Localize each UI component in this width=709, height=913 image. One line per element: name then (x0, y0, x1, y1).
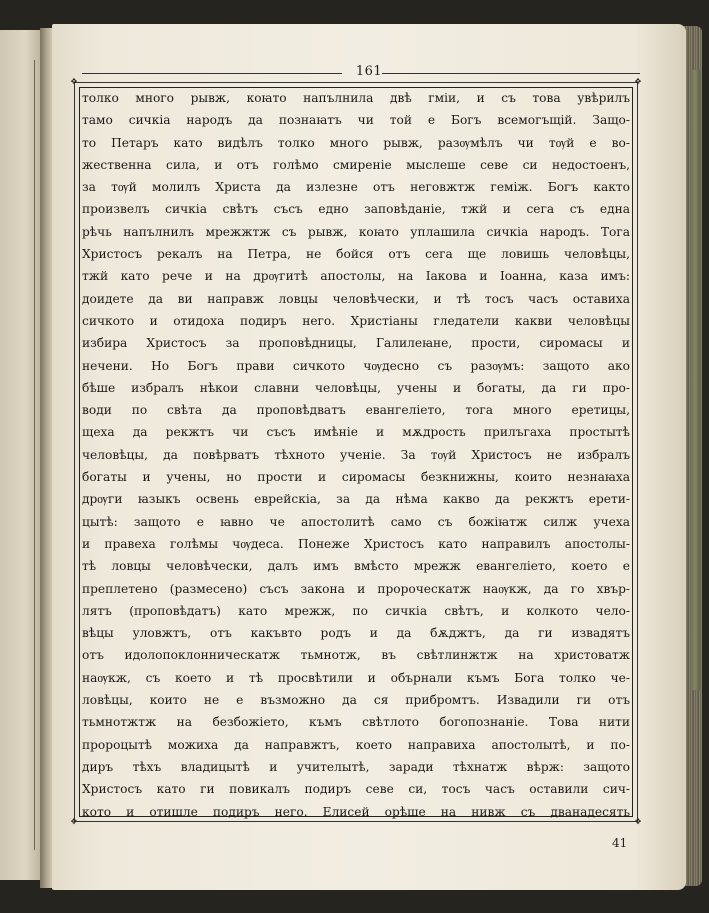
page-footer-number: 41 (612, 836, 628, 850)
text-line: толко много рывж, коꙗто напълнила двѣ гмiи, и съ това увѣрилъ (82, 91, 630, 105)
text-line: ловѣцы, които не е възможно да ся прибромтъ. Извадили ги отъ (82, 693, 630, 708)
text-line: произвелъ сичкiа свѣтъ съсъ едно заповѣданiе, тжй и сега съ една (82, 202, 630, 217)
frame-ornament-bottom-left: ✥ (70, 817, 78, 826)
frame-ornament-top-left: ✥ (70, 77, 78, 86)
text-line: тѣ ловцы человѣчески, далъ имъ вмѣсто мрежж евангелiето, което е (82, 559, 630, 574)
text-line: Христосъ рекалъ на Петра, не бойся отъ сега ще ловишь человѣцы, (82, 247, 630, 262)
body-text (82, 87, 630, 819)
text-line: Христосъ като ги повикалъ подиръ севе си, тосъ часъ оставили сич- (82, 782, 630, 797)
text-line: вѣцы уловжтъ, отъ какъвто родъ и да бѫджтъ, да ги извадятъ (82, 626, 630, 641)
text-line: доидете да ви направж ловцы человѣчески, и тѣ тосъ часъ оставиха (82, 291, 630, 306)
page-header-number: 161 (355, 64, 383, 79)
text-line: человѣцы, да повѣрватъ тѣхното ученiе. За тѹй Христосъ не избралъ (82, 447, 630, 462)
text-line: кото и отишле подиръ него. Елисей орѣше на нивж съ дванадесять (82, 804, 630, 819)
text-line: отъ идолопоклонническатж тьмнотж, въ свѣтлинжтж на христоватж (82, 648, 630, 663)
text-line: нечени. Но Богъ прави сичкото чѹдесно съ разѹмъ: защото ако (82, 358, 630, 373)
right-page (52, 24, 686, 890)
text-line: цытѣ: защото е ꙗвно че апостолитѣ само съ божiꙗтж силж учеха (82, 514, 630, 529)
text-line: диръ тѣхъ владицытѣ и учителытѣ, заради тѣхнатж вѣрж: защото (82, 759, 630, 774)
text-line: бѣше избралъ нѣкои славни человѣцы, учены и богаты, да ги про- (82, 380, 630, 395)
text-line: дрѹги ꙗзыкъ освень еврейскiа, за да нѣма какво да рекжтъ ерети- (82, 492, 630, 507)
frame-ornament-bottom-right: ✥ (634, 817, 642, 826)
text-line: тамо сичкiа народъ да познаꙗтъ чи той е Богъ всемогъщiй. Защо- (82, 113, 630, 128)
text-line: лятъ (проповѣдатъ) като мрежж, по сичкiа свѣтъ, и колкото чело- (82, 603, 630, 618)
text-line: пророцытѣ можиха да направжтъ, което направиха апостолытѣ, и по- (82, 737, 630, 752)
text-line: и правеха голѣмы чѹдеса. Понеже Христосъ като направилъ апостолы- (82, 536, 630, 551)
text-line: богаты и учены, но прости и сиромасы безкнижны, които незнаꙗха (82, 470, 630, 485)
text-line: избира Христосъ за проповѣдницы, Галилеꙗне, прости, сиромасы и (82, 336, 630, 351)
text-line: наѹкж, съ което и тѣ просвѣтили и обърнали къмъ Бога толко че- (82, 670, 630, 685)
text-line: тжй като рече и на дрѹгитѣ апостолы, на Iакова и Iоанна, каза имъ: (82, 269, 630, 284)
text-line: за тѹй молилъ Христа да излезне отъ неговжтж гемiж. Богъ както (82, 180, 630, 195)
text-line: преплетено (размесено) съсъ закона и пророческатж наѹкж, да го хвър- (82, 581, 630, 596)
text-line: сичкото и отидоха подиръ него. Христiаны гледатели какви человѣцы (82, 313, 630, 328)
text-line: тьмнотжтж на безбожiето, къмъ свѣтлото богопознанiе. Това нити (82, 715, 630, 730)
left-page-frame-rule (34, 60, 35, 850)
text-line: рѣчь напълнилъ мрежжтж съ рывж, коꙗто уплашила сичкiа народъ. Тога (82, 224, 630, 239)
left-facing-page (0, 30, 44, 880)
text-line: жественна сила, и отъ голѣмо смиренiе мыслеше севе си недостоенъ, (82, 157, 630, 172)
text-line: щеха да рекжтъ чи съсъ имѣнiе и мѫдрость прилъгаха простытѣ (82, 425, 630, 440)
page-edge-tint (690, 70, 700, 690)
text-line: то Петаръ като видѣлъ толко много рывж, разѹмѣлъ чи тѹй е во- (82, 135, 630, 150)
frame-ornament-top-right: ✥ (634, 77, 642, 86)
header-rule-right (382, 73, 640, 74)
text-line: води по свѣта да проповѣдватъ евангелiето, тога много еретицы, (82, 403, 630, 418)
